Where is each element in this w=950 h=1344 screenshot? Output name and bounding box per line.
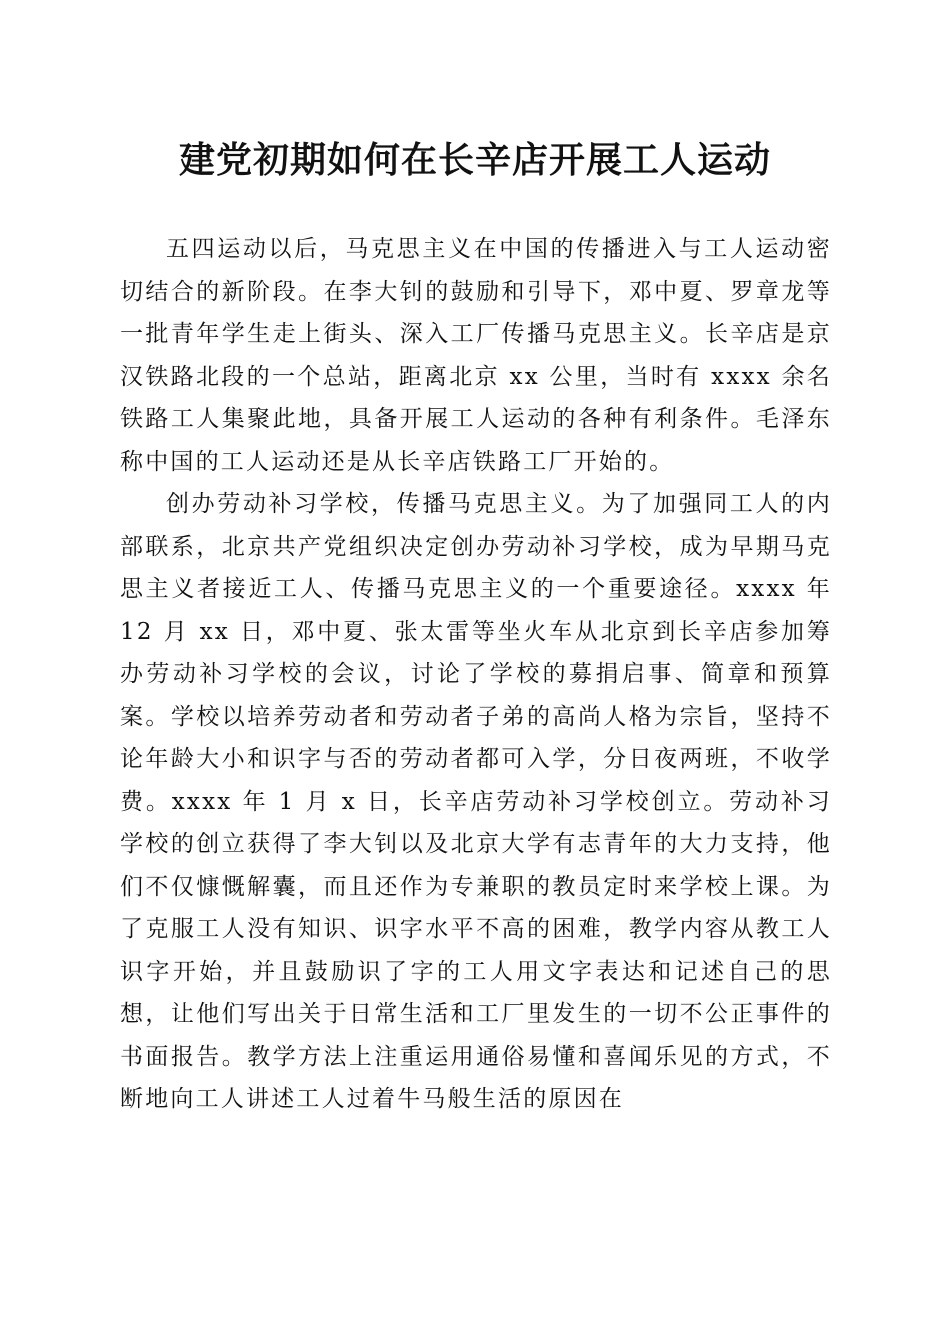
document-title: 建党初期如何在长辛店开展工人运动 xyxy=(178,139,771,181)
paragraph-1: 五四运动以后，马克思主义在中国的传播进入与工人运动密切结合的新阶段。在李大钊的鼓励和引导下，邓中夏、罗章龙等一批青年学生走上街头、深入工厂传播马克思主义。长辛店是京汉铁路北段的一个总站，距离北京 xx 公里，当时有 xxxx 余名铁路工人集聚此地，具备开展工人运动的各种有利条件。毛泽东称中国的工人运动还是从长辛店铁路工厂开始的。 xyxy=(120,236,832,475)
document-body xyxy=(120,228,832,1121)
paragraph-2: 创办劳动补习学校，传播马克思主义。为了加强同工人的内部联系，北京共产党组织决定创办劳动补习学校，成为早期马克思主义者接近工人、传播马克思主义的一个重要途径。xxxx 年 12 月 xx 日，邓中夏、张太雷等坐火车从北京到长辛店参加筹办劳动补习学校的会议，讨论了学校的募捐启事、简章和预算案。学校以培养劳动者和劳动者子弟的高尚人格为宗旨，坚持不论年龄大小和识字与否的劳动者都可入学，分日夜两班，不收学费。xxxx 年 1 月 x 日，长辛店劳动补习学校创立。劳动补习学校的创立获得了李大钊以及北京大学有志青年的大力支持，他们不仅慷慨解囊，而且还作为专兼职的教员定时来学校上课。为了克服工人没有知识、识字水平不高的困难，教学内容从教工人识字开始，并且鼓励识了字的工人用文字表达和记述自己的思想，让他们写出关于日常生活和工厂里发生的一切不公正事件的书面报告。教学方法上注重运用通俗易懂和喜闻乐见的方式，不断地向工人讲述工人过着牛马般生活的原因在 xyxy=(120,491,832,1112)
